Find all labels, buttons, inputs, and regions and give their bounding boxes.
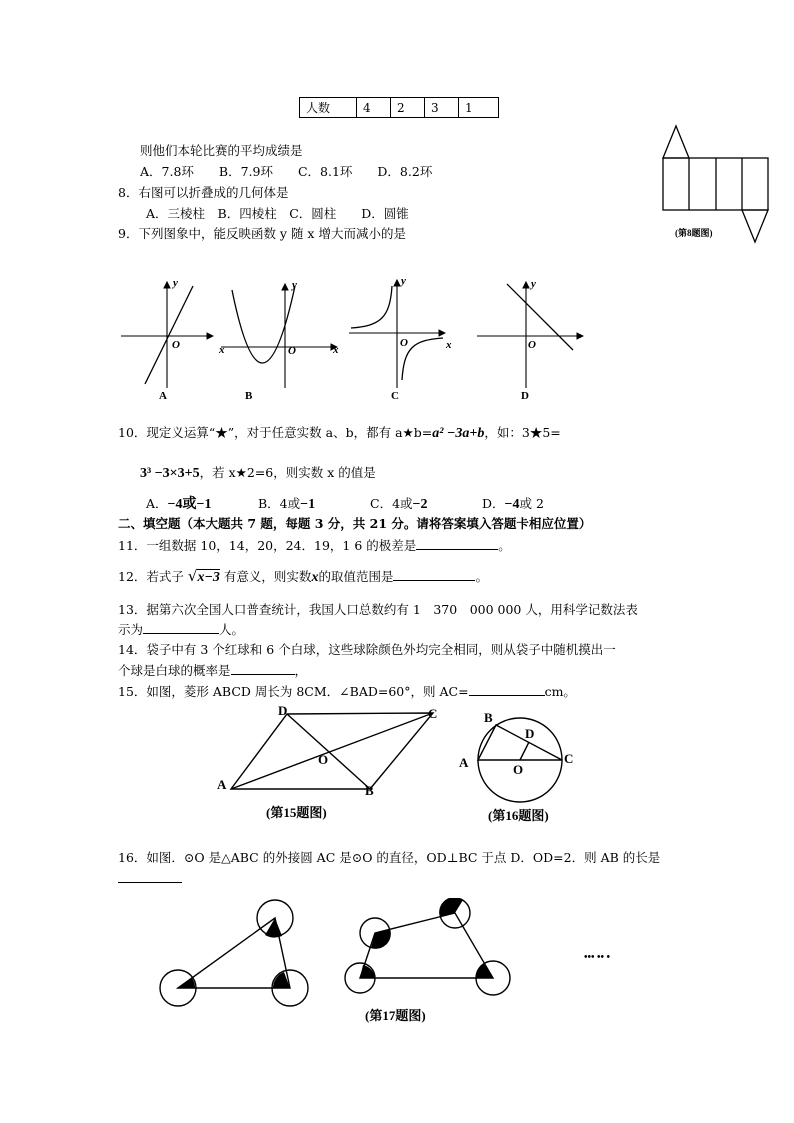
table-cell: 2 xyxy=(391,98,425,118)
angle-sector xyxy=(265,918,282,938)
q10-option-c xyxy=(370,496,428,513)
q11 xyxy=(118,537,511,554)
circle-figure xyxy=(455,705,585,830)
table-header-cell: 人数 xyxy=(300,98,357,118)
q12-radicand: x−3 xyxy=(197,570,220,585)
q12-end: 。 xyxy=(475,569,488,584)
prism-net-figure xyxy=(655,118,780,248)
graph-b-x-label-right: x xyxy=(333,344,339,356)
q10-option-b-label: B．4或 xyxy=(258,496,301,511)
q10-example: ，如：3★5= xyxy=(484,425,561,440)
graph-b-y-label: y xyxy=(292,279,297,291)
q14-line1: 14．袋子中有 3 个红球和 6 个白球，这些球除颜色外均完全相同，则从袋子中随机摸出一 xyxy=(118,642,616,657)
net-bottom-triangle xyxy=(742,210,768,242)
q11-end: 。 xyxy=(498,538,511,553)
graph-b-origin: O xyxy=(288,345,296,357)
fig16-label-c: C xyxy=(564,751,574,766)
q10-option-b-value: −1 xyxy=(300,497,316,512)
q12-mid: 有意义，则实数 xyxy=(223,569,312,584)
q10-option-b xyxy=(258,496,315,513)
q16-answer-blank xyxy=(118,870,182,883)
q14-answer-blank xyxy=(231,662,295,675)
q10-option-a-label: A． xyxy=(146,496,168,511)
graph-a-y-label: y xyxy=(173,277,178,289)
q10-example-expression: 3³ −3×3+5 xyxy=(140,466,200,481)
fig15-label-c: C xyxy=(428,706,438,721)
rhombus-figure xyxy=(210,700,450,825)
net-top-triangle xyxy=(663,126,689,158)
q10-option-c-value: −2 xyxy=(412,497,428,512)
q12-answer-blank xyxy=(393,568,475,581)
q10-option-d-suffix: 或 2 xyxy=(519,496,544,511)
fig15-caption: (第15题图) xyxy=(266,805,327,820)
q13-suffix: 人。 xyxy=(219,622,245,637)
graph-d-label: D xyxy=(521,390,529,402)
diagonal-bd xyxy=(287,714,370,789)
graph-a-origin: O xyxy=(172,339,180,351)
q8-options: A．三棱柱 B．四棱柱 C．圆柱 D．圆锥 xyxy=(146,206,409,221)
fig17-ellipsis: ••• •• • xyxy=(584,952,611,963)
q8-caption: (第8题图) xyxy=(675,228,713,238)
graph-d-origin: O xyxy=(528,339,536,351)
q13-answer-blank xyxy=(143,621,219,634)
diagonal-ac xyxy=(231,713,433,789)
fig16-label-o: O xyxy=(513,762,524,777)
q7-stem: 则他们本轮比赛的平均成绩是 xyxy=(140,143,303,158)
fig15-label-b: B xyxy=(365,783,374,798)
q10-option-c-label: C．4或 xyxy=(370,496,413,511)
graph-b-label: B xyxy=(245,390,253,402)
q11-answer-blank xyxy=(416,537,498,550)
q9-graphs xyxy=(115,270,595,405)
graph-b-x-label: x xyxy=(219,344,225,356)
q10-option-d-label: D． xyxy=(482,496,505,511)
q11-text: 11．一组数据 10，14，20，24．19，1 6 的极差是 xyxy=(118,538,417,553)
q12-prefix: 12．若式子 xyxy=(118,569,184,584)
fig15-label-d: D xyxy=(278,703,288,718)
fig16-label-b: B xyxy=(484,710,493,725)
q10-option-d xyxy=(482,496,544,513)
graph-d-line xyxy=(507,284,573,350)
q10-line2 xyxy=(140,465,376,482)
q10-option-d-value: −4 xyxy=(504,497,520,512)
q14-prefix: 个球是白球的概率是 xyxy=(118,663,231,678)
graph-c-hyperbola-right xyxy=(402,338,443,380)
q13-line1: 13．据第六次全国人口普查统计，我国人口总数约有 1 370 000 000 人，用科学记数法表 xyxy=(118,602,638,617)
q7-options: A．7.8环 B．7.9环 C．8.1环 D．8.2环 xyxy=(140,164,433,179)
q15 xyxy=(118,683,576,700)
q10-options xyxy=(146,496,566,513)
q14-line2 xyxy=(118,662,307,679)
graph-c-origin: O xyxy=(400,337,408,349)
sqrt-symbol-icon: √ xyxy=(187,567,198,585)
q15-answer-blank xyxy=(469,683,545,696)
angle-sector xyxy=(371,929,391,949)
q12 xyxy=(118,568,488,586)
table-cell: 4 xyxy=(357,98,391,118)
graph-c-label: C xyxy=(391,390,399,402)
graph-d-y-label: y xyxy=(531,278,536,290)
score-count-table xyxy=(299,97,499,118)
fig15-label-o: O xyxy=(318,752,329,767)
q10-expression: a² −3a+b xyxy=(432,426,485,441)
q10-option-a-value: −4或−1 xyxy=(167,497,212,512)
graph-c-y-label: y xyxy=(401,275,406,287)
graph-a-line xyxy=(145,286,193,384)
fig16-label-d: D xyxy=(525,726,535,741)
fig16-caption: (第16题图) xyxy=(488,808,549,823)
graph-c-hyperbola-left xyxy=(351,286,392,328)
q10-stem: 10．现定义运算“★”，对于任意实数 a、b，都有 a★b= xyxy=(118,425,433,440)
fig15-label-a: A xyxy=(217,777,227,792)
segment-od xyxy=(520,742,529,760)
q13-prefix: 示为 xyxy=(118,622,144,637)
q14-suffix: ， xyxy=(294,663,308,678)
q15-unit: cm。 xyxy=(544,684,576,699)
fig16-label-a: A xyxy=(459,755,469,770)
angle-sector xyxy=(476,964,493,978)
table-cell: 1 xyxy=(459,98,499,118)
q16-text: 16．如图．⊙O 是△ABC 的外接圆 AC 是⊙O 的直径，OD⊥BC 于点 D．OD=2．则 AB 的长是 xyxy=(118,850,661,865)
q10-option-a xyxy=(146,496,212,511)
q15-text: 15．如图，菱形 ABCD 周长为 8CM．∠BAD=60°，则 AC= xyxy=(118,684,469,699)
angle-sector xyxy=(178,978,195,988)
fig17-caption: (第17题图) xyxy=(365,1008,426,1023)
q10-line1 xyxy=(118,425,561,442)
table-cell: 3 xyxy=(425,98,459,118)
polygon-circles-figure xyxy=(150,898,650,1030)
q10-condition: ，若 x★2=6，则实数 x 的值是 xyxy=(199,465,376,480)
graph-c-x-label: x xyxy=(446,339,452,351)
section-2-heading: 二、填空题（本大题共 7 题，每题 3 分，共 21 分。请将答案填入答题卡相应位置） xyxy=(118,516,592,531)
q13-line2 xyxy=(118,621,244,638)
graph-a-label: A xyxy=(159,390,167,402)
q12-suffix: 的取值范围是 xyxy=(318,569,394,584)
q12-variable: x xyxy=(311,570,319,585)
q9-stem: 9．下列图象中，能反映函数 y 随 x 增大而减小的是 xyxy=(118,226,406,241)
q8-stem: 8．右图可以折叠成的几何体是 xyxy=(118,185,289,200)
